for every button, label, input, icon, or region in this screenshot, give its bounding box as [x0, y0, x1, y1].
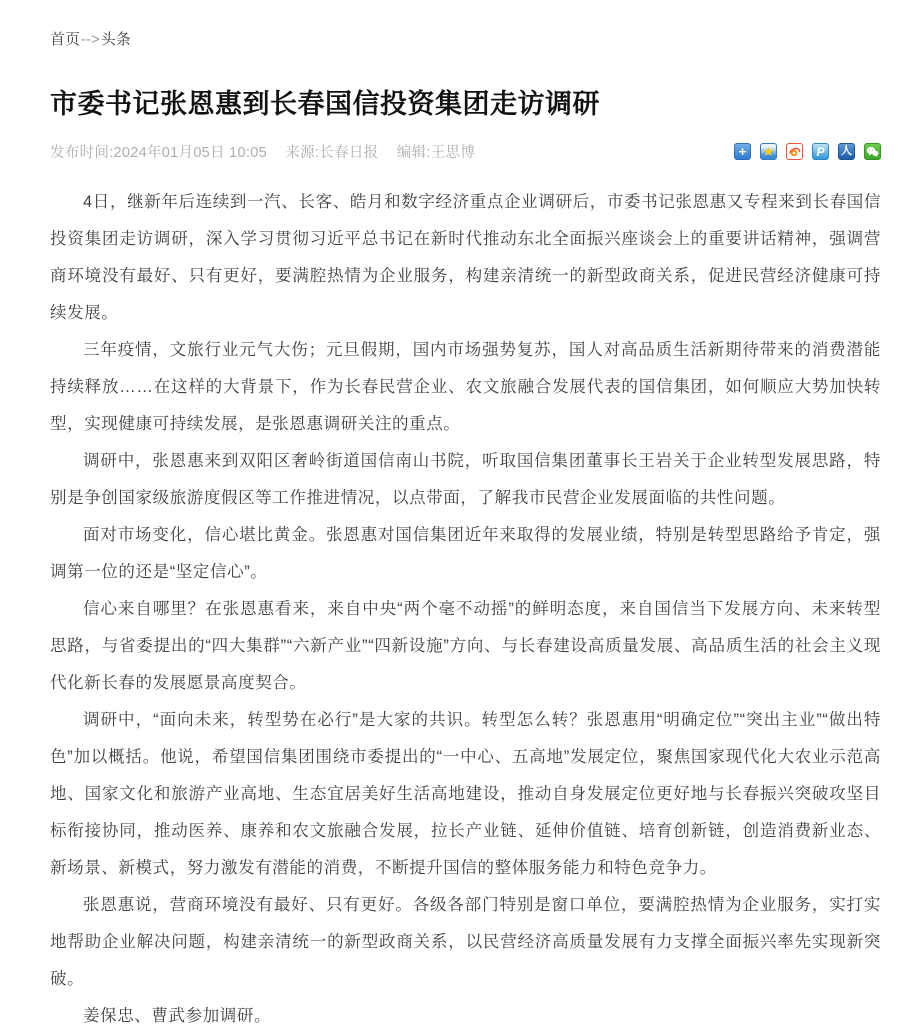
sina-weibo-icon[interactable]	[786, 143, 803, 160]
paragraph: 4日，继新年后连续到一汽、长客、皓月和数字经济重点企业调研后，市委书记张恩惠又专程来到长春国信投资集团走访调研，深入学习贯彻习近平总书记在新时代推动东北全面振兴座谈会上的重要讲话精神，强调营商环境没有最好、只有更好，要满腔热情为企业服务，构建亲清统一的新型政商关系，促进民营经济健康可持续发展。	[50, 193, 881, 322]
share-bar	[734, 143, 881, 160]
meta-row	[50, 141, 881, 162]
wechat-icon[interactable]	[864, 143, 881, 160]
paragraph: 信心来自哪里？在张恩惠看来，来自中央“两个毫不动摇”的鲜明态度，来自国信当下发展方向、未来转型思路，与省委提出的“四大集群”“六新产业”“四新设施”方向、与长春建设高质量发展、高品质生活的社会主义现代化新长春的发展愿景高度契合。	[50, 600, 881, 692]
tencent-weibo-icon[interactable]: P	[812, 143, 829, 160]
paragraph: 三年疫情，文旅行业元气大伤；元旦假期，国内市场强势复苏，国人对高品质生活新期待带来的消费潜能持续释放……在这样的大背景下，作为长春民营企业、农文旅融合发展代表的国信集团，如何顺应大势加快转型，实现健康可持续发展，是张恩惠调研关注的重点。	[50, 341, 881, 433]
paragraph: 姜保忠、曹武参加调研。	[83, 1007, 272, 1025]
renren-icon[interactable]: 人	[838, 143, 855, 160]
wechat-bubbles-glyph	[866, 146, 879, 158]
editor: 编辑:王思博	[396, 145, 476, 161]
article-meta	[50, 141, 475, 162]
qzone-icon[interactable]: ★	[760, 143, 777, 160]
breadcrumb	[0, 0, 919, 49]
page-title: 市委书记张恩惠到长春国信投资集团走访调研	[50, 89, 600, 119]
share-more-icon[interactable]: +	[734, 143, 751, 160]
article-body	[50, 184, 881, 1035]
breadcrumb-section-link[interactable]: 头条	[100, 31, 131, 48]
weibo-eye-glyph	[788, 145, 801, 158]
breadcrumb-home-link[interactable]: 首页	[50, 31, 81, 48]
breadcrumb-separator: -->	[81, 31, 100, 48]
paragraph: 调研中，“面向未来，转型势在必行”是大家的共识。转型怎么转？张恩惠用“明确定位”“突出主业”“做出特色”加以概括。他说，希望国信集团围绕市委提出的“一中心、五高地”发展定位，聚焦国家现代化大农业示范高地、国家文化和旅游产业高地、生态宜居美好生活高地建设，推动自身发展定位更好地与长春振兴突破攻坚目标衔接协同，推动医养、康养和农文旅融合发展，拉长产业链、延伸价值链、培育创新链，创造消费新业态、新场景、新模式，努力激发有潜能的消费，不断提升国信的整体服务能力和特色竞争力。	[50, 711, 881, 877]
source: 来源:长春日报	[285, 145, 379, 161]
publish-time: 发布时间:2024年01月05日 10:05	[50, 145, 267, 161]
paragraph: 张恩惠说，营商环境没有最好、只有更好。各级各部门特别是窗口单位，要满腔热情为企业服务，实打实地帮助企业解决问题，构建亲清统一的新型政商关系，以民营经济高质量发展有力支撑全面振兴率先实现新突破。	[50, 896, 881, 988]
paragraph: 面对市场变化，信心堪比黄金。张恩惠对国信集团近年来取得的发展业绩，特别是转型思路给予肯定，强调第一位的还是“坚定信心”。	[50, 526, 881, 581]
paragraph: 调研中，张恩惠来到双阳区奢岭街道国信南山书院，听取国信集团董事长王岩关于企业转型发展思路，特别是争创国家级旅游度假区等工作推进情况，以点带面，了解我市民营企业发展面临的共性问题。	[50, 452, 881, 507]
